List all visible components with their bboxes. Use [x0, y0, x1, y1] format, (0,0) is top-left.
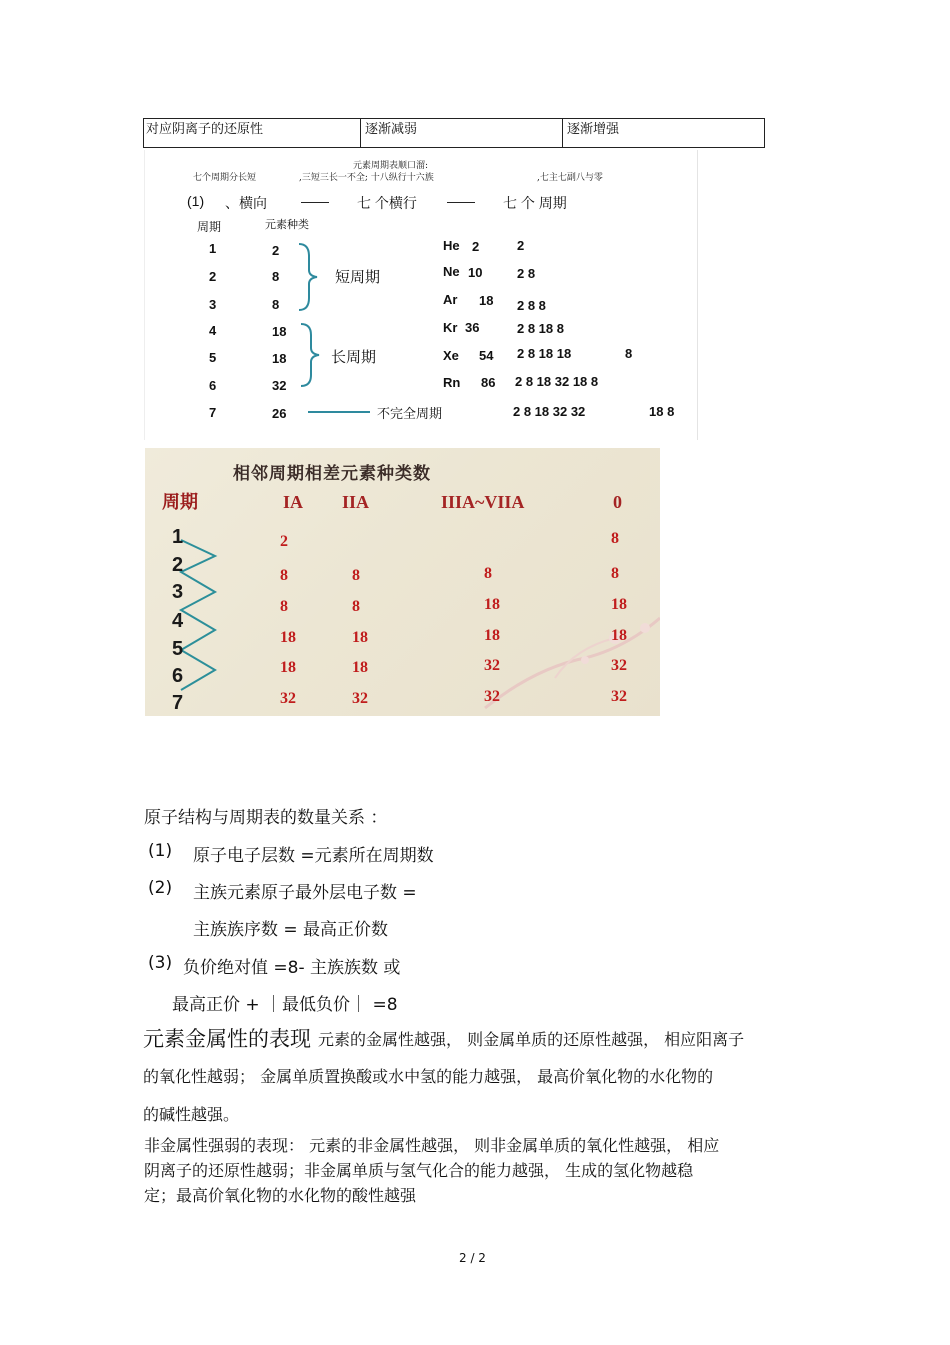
- noble-gas-symbol: Rn: [443, 375, 461, 390]
- zero-group-value: 18: [611, 596, 627, 613]
- horizontal-periods: 七 个 周期: [503, 195, 567, 211]
- group-ia-header: IA: [283, 492, 304, 512]
- group-iia-header: IIA: [342, 492, 370, 512]
- horizontal-label: (1): [187, 193, 205, 209]
- noble-gas-symbol: Ar: [443, 292, 458, 307]
- relation-item-number: (3): [148, 953, 173, 973]
- relation-item-2b: 主族族序数 = 最高正价数: [193, 920, 389, 940]
- picture-period-header: 周期: [162, 492, 198, 512]
- ia-value: 18: [280, 659, 296, 676]
- picture-period-number: 6: [172, 665, 184, 687]
- mid-group-value: 32: [484, 657, 500, 674]
- picture-period-number: 1: [172, 526, 184, 548]
- horizontal-rows: 七 个横行: [357, 195, 417, 211]
- noble-gas-symbol: Xe: [443, 348, 459, 363]
- period-number: 3: [209, 297, 217, 312]
- electron-shells: 2 8 8: [517, 298, 546, 313]
- period-number: 6: [209, 378, 217, 393]
- element-count: 2: [272, 243, 280, 258]
- ia-value: 18: [280, 629, 296, 646]
- iia-value: 18: [352, 629, 368, 646]
- atomic-number: 18: [479, 293, 494, 308]
- iia-value: 18: [352, 659, 368, 676]
- atomic-number: 36: [465, 320, 480, 335]
- ia-value: 8: [280, 598, 288, 615]
- ia-value: 32: [280, 690, 296, 707]
- long-period-brace-icon: [297, 322, 327, 388]
- horizontal-dash: ——: [301, 193, 329, 209]
- element-count: 32: [272, 378, 287, 393]
- mnemonic-line-b: ,三短三长一不全; 十八纵行十六族: [299, 173, 434, 183]
- period-number: 5: [209, 350, 217, 365]
- period-number: 4: [209, 323, 217, 338]
- short-period-label: 短周期: [335, 268, 381, 286]
- iia-value: 32: [352, 690, 368, 707]
- element-count: 8: [272, 269, 280, 284]
- mid-group-value: 8: [484, 565, 492, 582]
- relation-item-2a: 主族元素原子最外层电子数 =: [193, 883, 417, 903]
- horizontal-text: 、横向: [225, 195, 267, 211]
- element-count: 18: [272, 351, 287, 366]
- mnemonic-title: 元素周期表顺口溜:: [353, 161, 429, 171]
- table-divider: [562, 119, 563, 147]
- electron-shells: 2 8 18 18: [517, 346, 572, 361]
- electron-shells-extra: 8: [625, 346, 633, 361]
- zero-group-value: 32: [611, 657, 627, 674]
- nonmetal-line-3: 定；最高价氧化物的水化物的酸性越强: [144, 1186, 417, 1205]
- period-difference-picture: [145, 448, 660, 716]
- long-period-label: 长周期: [331, 348, 377, 366]
- incomplete-line: [308, 411, 370, 413]
- blossom-decoration-icon: [475, 598, 660, 716]
- mid-group-value: 18: [484, 596, 500, 613]
- electron-shells: 2 8 18 8: [517, 321, 564, 336]
- electron-shells: 2: [517, 238, 525, 253]
- mid-group-value: 32: [484, 688, 500, 705]
- metal-line-1: 元素的金属性越强， 则金属单质的还原性越强， 相应阳离子: [318, 1030, 745, 1049]
- page-number: 2 / 2: [459, 1251, 486, 1265]
- noble-gas-symbol: He: [443, 238, 460, 253]
- metal-line-3: 的碱性越强。: [143, 1105, 240, 1124]
- picture-period-number: 5: [172, 638, 184, 660]
- relation-item-3b: 最高正价 + ｜最低负价｜ =8: [172, 995, 398, 1015]
- table-cell-metal: 逐渐减弱: [365, 122, 418, 137]
- metal-heading: 元素金属性的表现: [143, 1027, 311, 1051]
- atomic-number: 86: [481, 375, 496, 390]
- mid-group-value: 18: [484, 627, 500, 644]
- relation-item-1: 原子电子层数 =元素所在周期数: [193, 846, 434, 866]
- element-count: 26: [272, 406, 287, 421]
- electron-shells: 2 8 18 32 32: [513, 404, 586, 419]
- relation-heading: 原子结构与周期表的数量关系 ：: [144, 808, 388, 828]
- horizontal-dash: ——: [447, 193, 475, 209]
- group-zero-header: 0: [613, 492, 622, 512]
- period-number: 2: [209, 269, 217, 284]
- atomic-number: 2: [472, 239, 480, 254]
- iia-value: 8: [352, 567, 360, 584]
- ia-value: 8: [280, 567, 288, 584]
- table-cell-nonmetal: 逐渐增强: [567, 122, 620, 137]
- incomplete-period-label: 不完全周期: [377, 407, 443, 422]
- picture-period-number: 2: [172, 554, 184, 576]
- relation-item-number: (1): [148, 841, 173, 861]
- table-divider: [360, 119, 361, 147]
- atomic-number: 54: [479, 348, 494, 363]
- table-cell-label: 对应阴离子的还原性: [146, 122, 264, 137]
- element-count: 18: [272, 324, 287, 339]
- ia-value: 2: [280, 533, 288, 550]
- electron-shells-extra: 18 8: [649, 404, 675, 419]
- relation-item-number: (2): [148, 878, 173, 898]
- relation-item-3a: 负价绝对值 =8- 主族族数 或: [183, 958, 401, 978]
- electron-shells: 2 8 18 32 18 8: [515, 374, 599, 389]
- property-table-row: [143, 118, 765, 148]
- electron-shells: 2 8: [517, 266, 536, 281]
- atomic-number: 10: [468, 265, 483, 280]
- period-number: 7: [209, 405, 217, 420]
- period-number: 1: [209, 241, 217, 256]
- short-period-brace-icon: [295, 242, 325, 312]
- zero-group-value: 18: [611, 627, 627, 644]
- zero-group-value: 32: [611, 688, 627, 705]
- noble-gas-symbol: Ne: [443, 264, 460, 279]
- mnemonic-line-a: 七个周期分长短: [193, 173, 257, 183]
- period-header: 周期: [197, 220, 222, 234]
- mnemonic-line-c: ,七主七副八与零: [537, 173, 603, 183]
- picture-period-number: 3: [172, 581, 184, 603]
- count-header: 元素种类: [265, 218, 309, 231]
- iia-value: 8: [352, 598, 360, 615]
- nonmetal-line-2: 阴离子的还原性越弱；非金属单质与氢气化合的能力越强， 生成的氢化物越稳: [144, 1161, 694, 1180]
- metal-line-2: 的氧化性越弱； 金属单质置换酸或水中氢的能力越强， 最高价氧化物的水化物的: [143, 1067, 714, 1086]
- zero-group-value: 8: [611, 530, 619, 547]
- picture-period-number: 7: [172, 692, 184, 714]
- period-diagram: [144, 150, 698, 440]
- picture-period-number: 4: [172, 610, 184, 632]
- group-mid-header: IIIA~VIIA: [441, 492, 525, 512]
- zero-group-value: 8: [611, 565, 619, 582]
- element-count: 8: [272, 297, 280, 312]
- picture-title: 相邻周期相差元素种类数: [233, 464, 431, 484]
- noble-gas-symbol: Kr: [443, 320, 458, 335]
- nonmetal-line-1: 非金属性强弱的表现： 元素的非金属性越强， 则非金属单质的氧化性越强， 相应: [144, 1136, 720, 1155]
